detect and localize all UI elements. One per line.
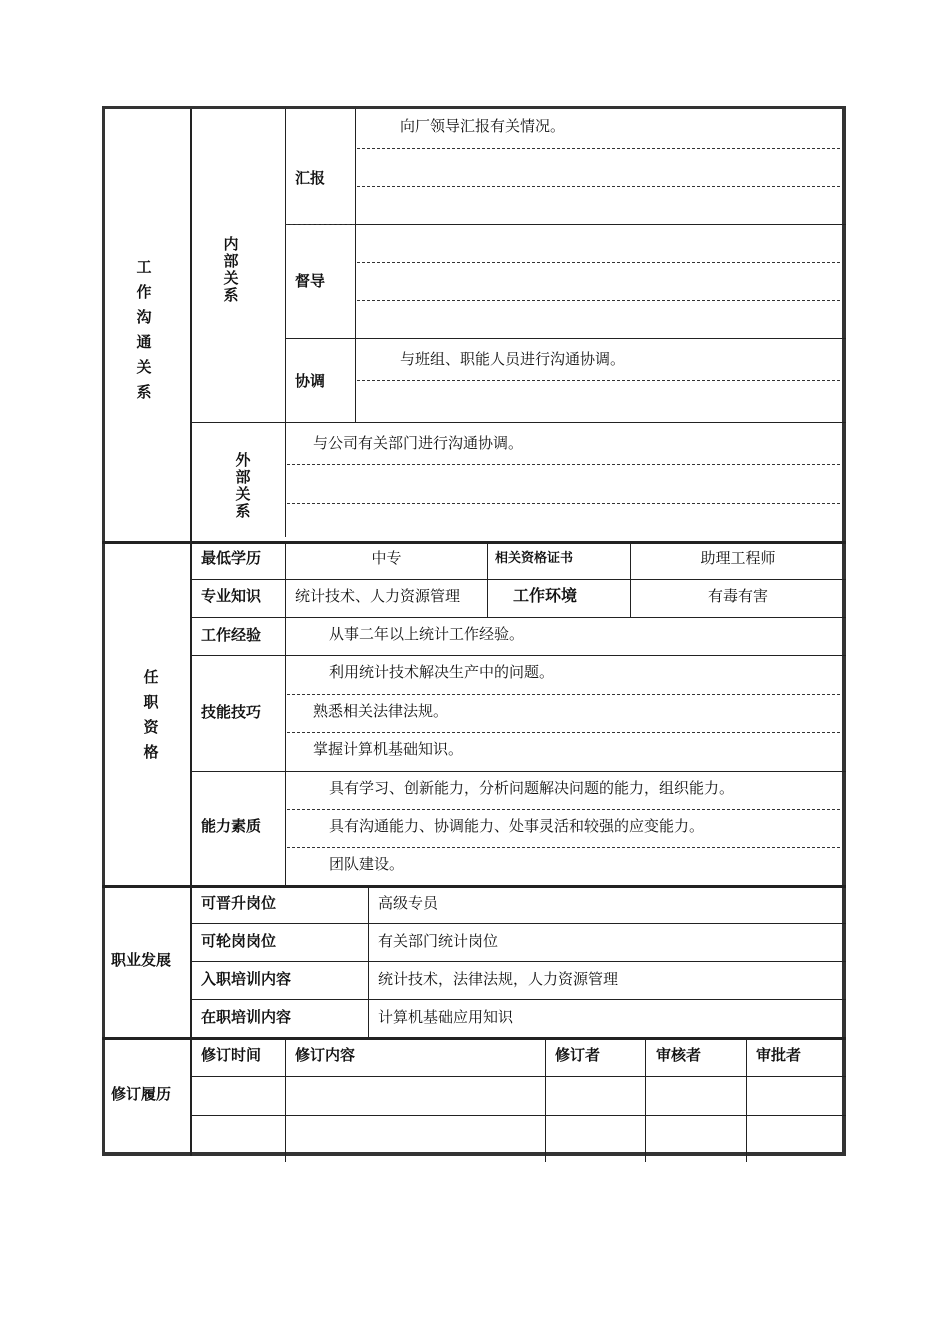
experience-value: 从事二年以上统计工作经验。 (329, 625, 525, 643)
external-relations-label: 外部关系 (235, 451, 251, 520)
career-row-label: 在职培训内容 (201, 1008, 292, 1026)
divider (190, 1076, 846, 1077)
external-text: 与公司有关部门进行沟通协调。 (313, 434, 524, 452)
divider (190, 422, 846, 423)
career-label: 职业发展 (111, 951, 172, 969)
divider (285, 1040, 286, 1162)
career-row-label: 入职培训内容 (201, 970, 292, 988)
skills-label: 技能技巧 (201, 703, 262, 721)
career-row-label: 可轮岗岗位 (201, 932, 277, 950)
environment-value: 有毒有害 (707, 587, 768, 605)
knowledge-value: 统计技术、人力资源管理 (295, 587, 461, 605)
divider (545, 1040, 546, 1162)
dashed-divider (357, 148, 845, 149)
supervise-label: 督导 (295, 272, 326, 290)
min-education-label: 最低学历 (201, 549, 262, 567)
divider (746, 1040, 747, 1162)
skill-item: 掌握计算机基础知识。 (313, 740, 464, 758)
divider (355, 109, 356, 423)
section-divider (102, 1037, 846, 1040)
career-row-value: 有关部门统计岗位 (378, 932, 499, 950)
divider (190, 961, 846, 962)
communication-label: 工作沟通关系 (136, 258, 152, 401)
experience-label: 工作经验 (201, 626, 262, 644)
revision-header: 修订者 (555, 1046, 601, 1064)
career-row-value: 计算机基础应用知识 (378, 1008, 514, 1026)
knowledge-label: 专业知识 (201, 587, 262, 605)
environment-label: 工作环境 (513, 586, 578, 605)
internal-relations-label: 内部关系 (223, 235, 239, 304)
section-divider (102, 541, 846, 544)
divider (285, 338, 846, 339)
ability-item: 团队建设。 (329, 855, 405, 873)
dashed-divider (285, 224, 355, 225)
revision-header: 审核者 (656, 1046, 702, 1064)
dashed-divider (357, 262, 845, 263)
divider (190, 655, 846, 656)
divider (190, 923, 846, 924)
dashed-divider (287, 809, 845, 810)
certificate-label: 相关资格证书 (495, 551, 574, 566)
career-row-value: 高级专员 (378, 894, 439, 912)
divider (645, 1040, 646, 1162)
divider (487, 544, 488, 617)
min-education-value: 中专 (371, 549, 402, 567)
ability-item: 具有沟通能力、协调能力、处事灵活和较强的应变能力。 (329, 817, 705, 835)
dashed-divider (287, 732, 845, 733)
divider (368, 888, 369, 1037)
report-label: 汇报 (295, 169, 326, 187)
revision-label: 修订履历 (111, 1085, 172, 1103)
dashed-divider (357, 380, 845, 381)
divider (190, 579, 846, 580)
revision-header: 修订内容 (295, 1046, 356, 1064)
skill-item: 利用统计技术解决生产中的问题。 (329, 663, 555, 681)
career-row-label: 可晋升岗位 (201, 894, 277, 912)
revision-header: 审批者 (756, 1046, 802, 1064)
dashed-divider (287, 503, 845, 504)
divider (285, 224, 846, 225)
revision-header: 修订时间 (201, 1046, 262, 1064)
divider (285, 544, 286, 885)
coordinate-label: 协调 (295, 372, 326, 390)
divider (285, 109, 286, 537)
divider (190, 771, 846, 772)
qualifications-label: 任职资格 (143, 668, 159, 761)
dashed-divider (357, 186, 845, 187)
ability-item: 具有学习、创新能力，分析问题解决问题的能力，组织能力。 (329, 779, 735, 797)
career-row-value: 统计技术，法律法规，人力资源管理 (378, 970, 619, 988)
coordinate-text: 与班组、职能人员进行沟通协调。 (400, 350, 626, 368)
divider (190, 1115, 846, 1116)
certificate-value: 助理工程师 (700, 549, 776, 567)
skill-item: 熟悉相关法律法规。 (313, 702, 449, 720)
divider (190, 999, 846, 1000)
divider (190, 617, 846, 618)
dashed-divider (287, 847, 845, 848)
ability-label: 能力素质 (201, 817, 262, 835)
dashed-divider (287, 464, 845, 465)
dashed-divider (287, 694, 845, 695)
dashed-divider (357, 300, 845, 301)
section-divider (102, 885, 846, 888)
report-text: 向厂领导汇报有关情况。 (400, 117, 566, 135)
